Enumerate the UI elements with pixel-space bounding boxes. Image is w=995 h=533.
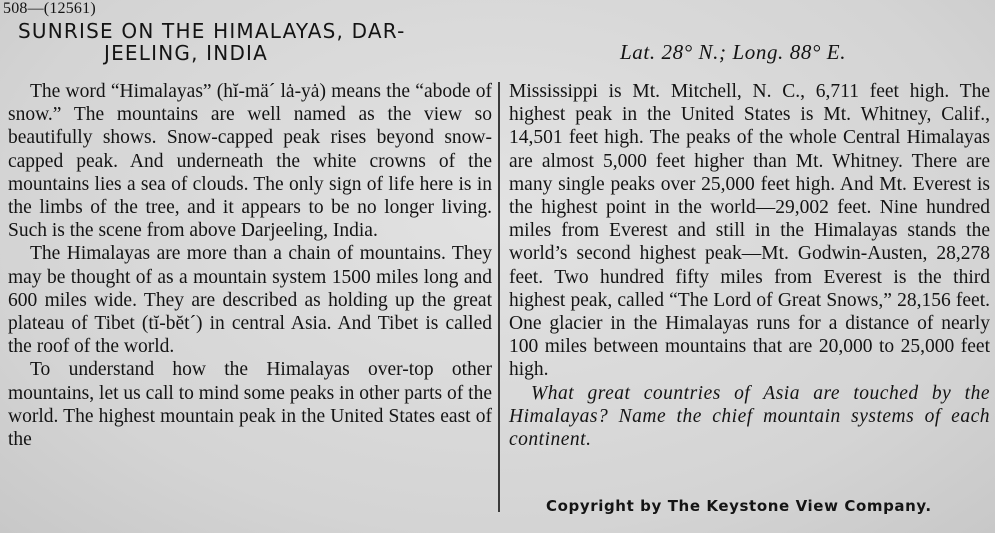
paragraph-comparison-continued: Mississippi is Mt. Mitchell, N. C., 6,711 feet high. The highest peak in the United States is Mt. Whitney, Calif., 14,501 feet high. The peaks of the whole Central Himalayas are almost 5,000 feet higher than Mt. Whitney. There are many single peaks over 25,000 feet high. And Mt. Everest is the highest point in the world—29,002 feet. Nine hundred miles from Everest and still in the Himalayas stands the world’s second highest peak—Mt. Godwin-Austen, 28,278 feet. Two hundred fifty miles from Everest is the third highest peak, called “The Lord of Great Snows,” 28,156 feet. One glacier in the Himalayas runs for a distance of nearly 100 miles between mountains that are 20,000 to 25,000 feet high. [509,81,990,381]
coordinates: Lat. 28° N.; Long. 88° E. [620,40,847,64]
column-divider [498,82,500,512]
document-title [18,20,498,64]
catalog-number: 508—(12561) [3,0,96,17]
right-column [509,80,990,451]
left-column [8,80,492,451]
study-question: What great countries of Asia are touched by the Himalayas? Name the chief mountain systems of each continent. [509,382,990,451]
title-line-2: JEELING, INDIA [104,41,269,65]
paragraph-comparison-start: To understand how the Himalayas over-top other mountains, let us call to mind some peaks in other parts of the world. The highest mountain peak in the United States east of the [8,359,492,451]
title-line-1: SUNRISE ON THE HIMALAYAS, DAR- [18,19,406,43]
copyright-notice: Copyright by The Keystone View Company. [546,497,932,515]
paragraph-mountain-system: The Himalayas are more than a chain of mountains. They may be thought of as a mountain system 1500 miles long and 600 miles wide. They are described as holding up the great plateau of Tibet (tĭ-bĕt´) in central Asia. And Tibet is called the roof of the world. [8,243,492,358]
paragraph-intro: The word “Himalayas” (hĭ-mä´ lȧ-yȧ) means the “abode of snow.” The mountains are well named as the view so beautifully shows. Snow-capped peak rises beyond snow-capped peak. And underneath the white crowns of the mountains lies a sea of clouds. The only sign of life here is in the limbs of the tree, and it appears to be no longer living. Such is the scene from above Darjeeling, India. [8,81,492,242]
